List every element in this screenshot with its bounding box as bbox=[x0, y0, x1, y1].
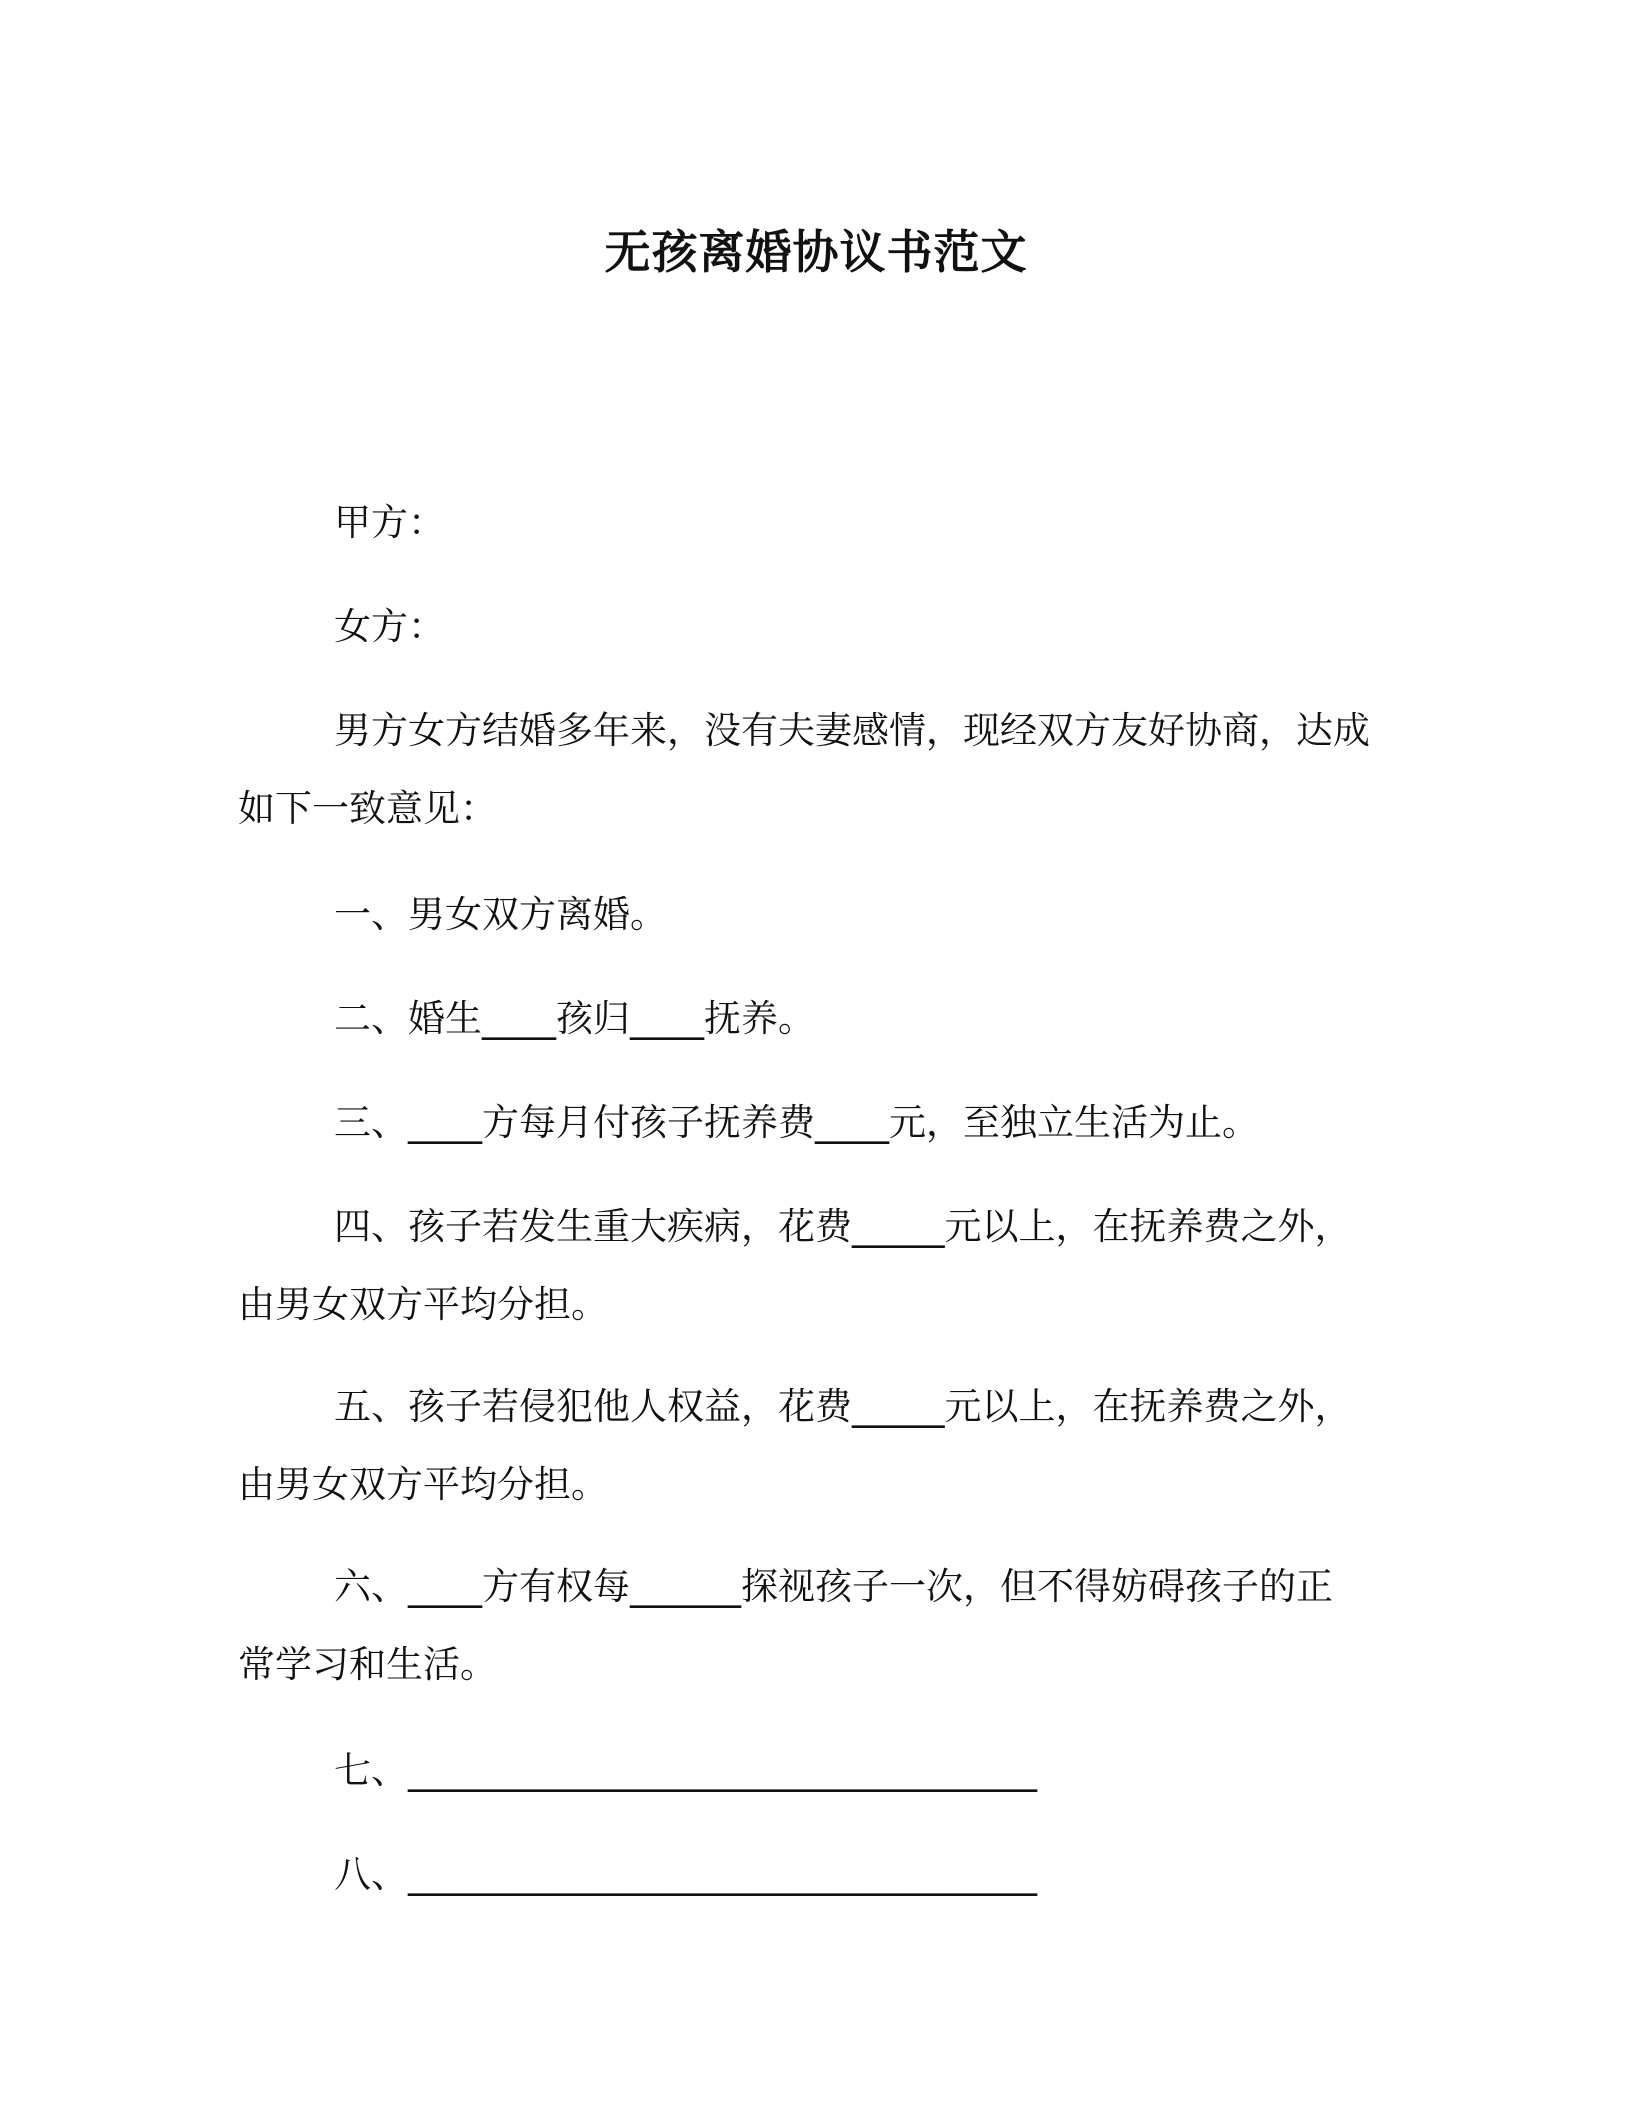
clause-1 bbox=[238, 876, 1398, 954]
paragraph-line: 甲方： bbox=[334, 501, 445, 544]
paragraph-line: 三、____方每月付孩子抚养费____元，至独立生活为止。 bbox=[334, 1101, 1259, 1144]
clause-5 bbox=[238, 1368, 1398, 1524]
clause-8 bbox=[238, 1836, 1398, 1914]
woman-party-line bbox=[238, 588, 1398, 666]
paragraph-line: 七、__________________________________ bbox=[334, 1749, 1037, 1792]
paragraph-line: 五、孩子若侵犯他人权益，花费_____元以上，在抚养费之外， bbox=[334, 1385, 1352, 1428]
paragraph-line: 六、____方有权每______探视孩子一次，但不得妨碍孩子的正 bbox=[334, 1565, 1333, 1608]
party-a-line bbox=[238, 484, 1398, 562]
clause-7 bbox=[238, 1732, 1398, 1810]
paragraph-line: 女方： bbox=[334, 605, 445, 648]
clause-4 bbox=[238, 1188, 1398, 1344]
paragraph-line: 由男女双方平均分担。 bbox=[238, 1283, 608, 1326]
paragraph-line: 如下一致意见： bbox=[238, 787, 497, 830]
paragraph-line: 一、男女双方离婚。 bbox=[334, 893, 667, 936]
paragraph-line: 四、孩子若发生重大疾病，花费_____元以上，在抚养费之外， bbox=[334, 1205, 1352, 1248]
clause-6 bbox=[238, 1548, 1398, 1704]
paragraph-line: 常学习和生活。 bbox=[238, 1643, 497, 1686]
intro-paragraph bbox=[238, 692, 1398, 848]
document-title: 无孩离婚协议书范文 bbox=[604, 225, 1028, 279]
clause-3 bbox=[238, 1084, 1398, 1162]
paragraph-line: 男方女方结婚多年来，没有夫妻感情，现经双方友好协商，达成 bbox=[334, 709, 1370, 752]
paragraph-line: 二、婚生____孩归____抚养。 bbox=[334, 997, 815, 1040]
clause-2 bbox=[238, 980, 1398, 1058]
paragraph-line: 由男女双方平均分担。 bbox=[238, 1463, 608, 1506]
paragraph-line: 八、__________________________________ bbox=[334, 1853, 1037, 1896]
